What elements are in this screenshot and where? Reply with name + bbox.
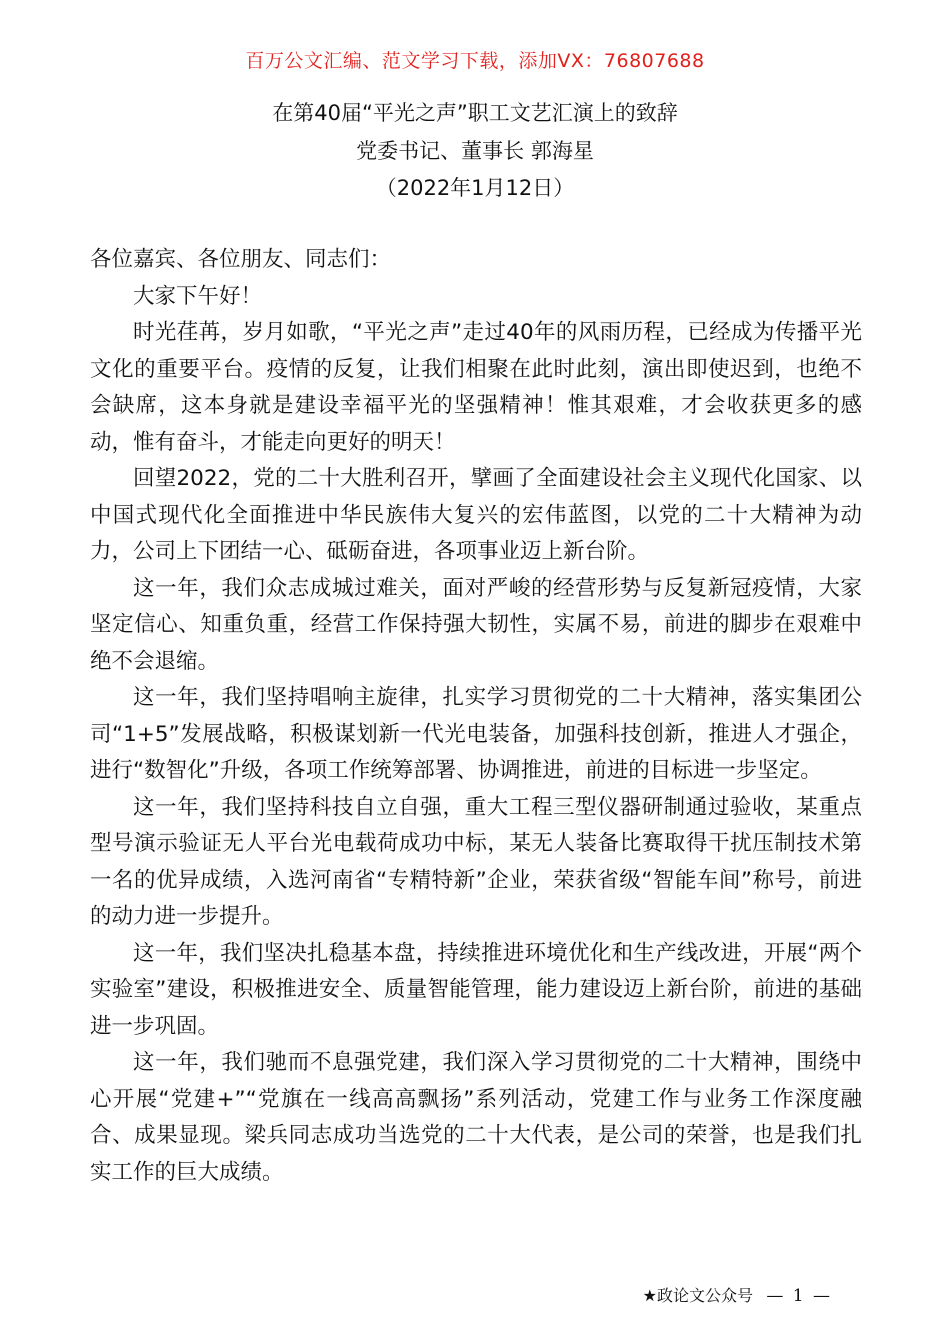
paragraph-intro: 时光荏苒，岁月如歌，“平光之声”走过40年的风雨历程，已经成为传播平光文化的重要平台。疫情的反复，让我们相聚在此时此刻，演出即使迟到，也绝不会缺席，这本身就是建设幸福平光的坚强精神！惟其艰难，才会收获更多的感动，惟有奋斗，才能走向更好的明天！ [90,320,862,455]
paragraph-foundation: 这一年，我们坚决扎稳基本盘，持续推进环境优化和生产线改进，开展“两个实验室”建设，积极推进安全、质量智能管理，能力建设迈上新台阶，前进的基础进一步巩固。 [90,940,862,1039]
paragraph-review: 回望2022，党的二十大胜利召开，擘画了全面建设社会主义现代化国家、以中国式现代化全面推进中华民族伟大复兴的宏伟蓝图，以党的二十大精神为动力，公司上下团结一心、砥砺奋进，各项事业迈上新台阶。 [90,466,862,564]
promo-banner: 百万公文汇编、范文学习下载，添加VX：76807688 [245,50,705,72]
footer-source: ★政论文公众号 [642,1286,753,1305]
salutation: 各位嘉宾、各位朋友、同志们： [90,247,392,272]
paragraph-greeting: 大家下午好！ [133,283,263,309]
document-title: 在第40届“平光之声”职工文艺汇演上的致辞 [272,101,678,125]
paragraph-operations: 这一年，我们众志成城过难关，面对严峻的经营形势与反复新冠疫情，大家坚定信心、知重负重，经营工作保持强大韧性，实属不易，前进的脚步在艰难中绝不会退缩。 [90,575,862,674]
date-line: （2022年1月12日） [375,176,575,200]
author-line: 党委书记、董事长 郭海星 [356,139,594,163]
speech-body [90,242,862,1191]
page-number: — 1 — [766,1286,832,1306]
page-footer [643,1283,832,1306]
paragraph-party-building: 这一年，我们驰而不息强党建，我们深入学习贯彻党的二十大精神，围绕中心开展“党建+”“党旗在一线高高飘扬”系列活动，党建工作与业务工作深度融合、成果显现。梁兵同志成功当选党的二十大代表，是公司的荣誉，也是我们扎实工作的巨大成绩。 [90,1050,862,1185]
paragraph-strategy: 这一年，我们坚持唱响主旋律，扎实学习贯彻党的二十大精神，落实集团公司“1+5”发展战略，积极谋划新一代光电装备，加强科技创新，推进人才强企，进行“数智化”升级，各项工作统筹部署、协调推进，前进的目标进一步坚定。 [90,685,862,783]
paragraph-technology: 这一年，我们坚持科技自立自强，重大工程三型仪器研制通过验收，某重点型号演示验证无人平台光电载荷成功中标，某无人装备比赛取得干扰压制技术第一名的优异成绩，入选河南省“专精特新”企业，荣获省级“智能车间”称号，前进的动力进一步提升。 [90,794,862,929]
